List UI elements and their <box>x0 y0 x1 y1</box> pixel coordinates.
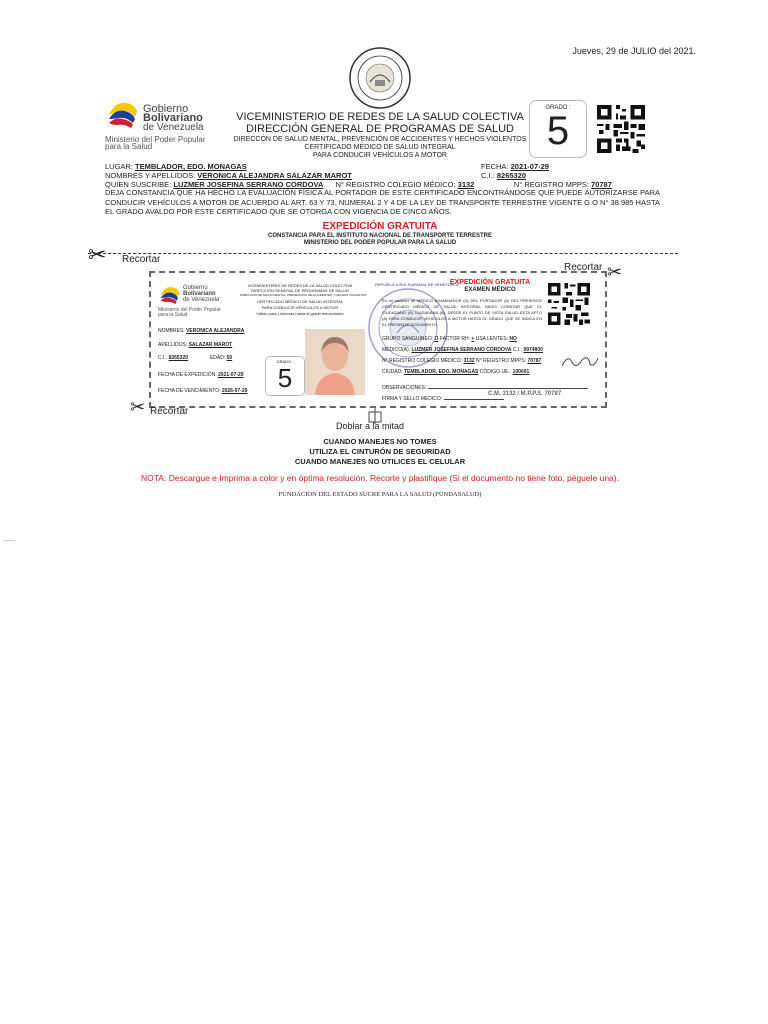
card-grade-box <box>265 356 305 396</box>
fecha-value: 2021-07-29 <box>510 162 549 171</box>
card-header-2: DIRECCIÓN GENERAL DE PROGRAMAS DE SALUD <box>251 288 349 293</box>
ci-value: 8265320 <box>496 171 527 180</box>
signature-stamp-text: C.M. 3132 / M.P.P.S. 70787 <box>488 391 562 397</box>
header-vehiculos: PARA CONDUCIR VEHÍCULOS A MOTOR <box>313 152 447 159</box>
card-header-4: CERTIFICADO MÉDICO DE SALUD INTEGRAL <box>256 299 344 304</box>
margin-mark <box>3 540 15 541</box>
scissors-icon: ✂ <box>130 397 146 417</box>
safety-message-3: CUANDO MANEJES NO UTILICES EL CELULAR <box>294 457 466 466</box>
card-observaciones <box>382 380 588 391</box>
header-viceministerio: VICEMINISTERIO DE REDES DE LA SALUD COLECTIVA <box>236 111 524 123</box>
codigo-label: CÓDIGO UE.: <box>479 369 512 375</box>
logo-text-venezuela: de Venezuela <box>143 122 204 133</box>
field-fecha <box>481 162 641 171</box>
mpps-value: 70787 <box>591 180 612 189</box>
nombres-label: NOMBRES Y APELLIDOS: <box>105 171 196 180</box>
card-medico <box>382 347 543 353</box>
scissors-icon: ✂ <box>607 262 623 282</box>
logo-text-gobierno: Gobierno <box>143 103 189 115</box>
stamp-text: REPUBLICA BOLIVARIANA DE VENEZUELA <box>375 282 459 287</box>
card-ci-edad <box>158 355 245 361</box>
card-expedicion-gratuita: EXPEDICIÓN GRATUITA <box>449 279 531 286</box>
constancia-line-1: CONSTANCIA PARA EL INSTITUTO NACIONAL DE TRANSPORTE TERRESTRE <box>267 233 492 239</box>
lentes-value: NO <box>509 336 517 342</box>
card-logo-salud: para la Salud <box>158 312 188 318</box>
fundasalud-footer: FUNDACION DEL ESTADO SUCRE PARA LA SALUD (FUNDASALUD) <box>278 491 482 498</box>
suscribe-label: QUIEN SUSCRIBE: <box>105 180 172 189</box>
constancia-line-2: MINISTERIO DEL PODER POPULAR PARA LA SALUD <box>303 240 457 246</box>
card-examen-medico: EXAMEN MÉDICO <box>464 287 516 293</box>
field-lugar <box>105 162 465 171</box>
venezuela-flag-icon <box>158 283 182 305</box>
qr-code-icon <box>595 103 647 155</box>
card-blood-group <box>382 336 517 342</box>
card-header-1: VICEMINISTERIO DE REDES DE LA SALUD COLECTIVA <box>247 283 353 288</box>
grupo-value: O <box>434 336 439 342</box>
lentes-label: USA LENTES: <box>475 336 508 342</box>
ci-label: C.I.: <box>481 171 495 180</box>
card-mpps-label: N° REGISTRO MPPS: <box>475 358 527 364</box>
safety-message-1: CUANDO MANEJES NO TOMES <box>323 437 437 446</box>
card-exp-label: FECHA DE EXPEDICIÓN: <box>158 372 217 378</box>
card-ciudad <box>382 369 529 375</box>
card-venc-value: 2026-07-29 <box>221 388 248 394</box>
card-edad-label: EDAD: <box>209 355 226 361</box>
obs-line <box>428 380 588 389</box>
medico-ci-value: 9974800 <box>523 347 543 353</box>
card-apellidos-value: SALAZAR MAROT <box>188 342 233 348</box>
card-registros <box>382 358 541 364</box>
recortar-label-top-left: Recortar <box>122 254 161 265</box>
header-certificado: CERTIFICADO MÉDICO DE SALUD INTEGRAL <box>304 144 456 151</box>
medico-ci-label: C.I.: <box>512 347 523 353</box>
card-header-3: DIRECCIÓN DE SALUD MENTAL, PREVENCIÓN DE ACCIDENTES Y HECHOS VIOLENTOS <box>240 293 367 297</box>
factor-value: + <box>471 336 475 342</box>
obs-label: OBSERVACIONES: <box>382 385 427 391</box>
card-header-5: PARA CONDUCIR VEHÍCULOS A MOTOR <box>261 305 339 310</box>
scissors-icon: ✂ <box>88 242 107 267</box>
venezuela-flag-icon <box>105 97 141 129</box>
grade-label: GRADO : <box>545 105 571 111</box>
card-logo-bolivariano: Bolivariano <box>183 291 216 297</box>
suscribe-value: LUZMER JOSEFINA SERRANO CORDOVA <box>173 180 324 189</box>
grade-value: 5 <box>546 109 570 153</box>
card-grade-value: 5 <box>277 363 293 393</box>
field-ci <box>481 171 637 180</box>
card-header-6: Válido para Licencias hasta el grado mencionado <box>256 311 344 316</box>
recortar-label-bottom-left: Recortar <box>150 406 189 417</box>
card-logo-venezuela: de Venezuela <box>183 297 220 303</box>
card-logo-ministerio: Ministerio del Poder Popular <box>158 307 221 313</box>
card-mpps-value: 70787 <box>527 358 542 364</box>
card-apellidos <box>158 342 294 348</box>
safety-message-2: UTILIZA EL CINTURÓN DE SEGURIDAD <box>309 447 451 456</box>
expedicion-gratuita-title: EXPEDICIÓN GRATUITA <box>322 221 438 232</box>
recortar-label-top-right: Recortar <box>564 262 603 273</box>
qr-code-icon <box>546 281 592 327</box>
card-firma <box>382 391 504 402</box>
factor-label: FACTOR RH: <box>439 336 470 342</box>
medico-value: LUZMER JOSEFINA SERRANO CORDOVA <box>411 347 512 353</box>
card-edad-value: 50 <box>226 355 233 361</box>
logo-text-bolivariano: Bolivariano <box>143 112 203 124</box>
firma-label: FIRMA Y SELLO MÉDICO: <box>382 396 443 402</box>
card-vencimiento-date <box>158 388 257 394</box>
logo-text-salud: para la Salud <box>105 142 153 151</box>
government-logo <box>105 97 220 153</box>
colegio-label: N° REGISTRO COLEGIO MÉDICO: <box>335 180 456 189</box>
lugar-value: TEMBLADOR, EDO. MONAGAS <box>135 162 247 171</box>
doblar-label: Doblar a la mitad <box>336 421 405 431</box>
nombres-value: VERONICA ALEJANDRA SALAZAR MAROT <box>197 171 352 180</box>
lugar-label: LUGAR: <box>105 162 133 171</box>
cut-line <box>88 253 678 254</box>
card-colegio-value: 3132 <box>463 358 475 364</box>
fecha-label: FECHA: <box>481 162 509 171</box>
certificate-body-text: DEJA CONSTANCIA QUE HA HECHO LA EVALUACIÓN FÍSICA AL PORTADOR DE ESTE CERTIFICADO ENCONTRÁNDOSE QUE PUEDE AUTORIZARSE PARA CONDUCIR VEHÍCULOS A MOTOR DE ACUERDO AL ART. 63 Y 73, NUMERAL 2 Y 4 DE LA LEY DE TRANSPORTE TERRESTRE VIGENTE G.O N° 38.985 HASTA EL GRADO AVALDO POR ESTE CERTIFICADO QUE SE OTORGA CON VIGENCIA DE CINCO AÑOS. <box>105 188 660 216</box>
print-note: NOTA: Descargue e Imprima a color y en óptima resolución. Recorte y plastifique (Si el documento no tiene foto, péguele una). <box>141 473 619 483</box>
card-logo-gobierno: Gobierno <box>183 285 208 291</box>
document-date: Jueves, 29 de JULIO del 2021. <box>572 46 696 56</box>
card-exp-value: 2021-07-29 <box>218 372 244 378</box>
codigo-value: 100001 <box>512 369 530 375</box>
card-ci-label: C.I.: <box>158 355 168 361</box>
card-venc-label: FECHA DE VENCIMIENTO: <box>158 388 221 394</box>
mpps-label: N° REGISTRO MPPS: <box>513 180 589 189</box>
header-direccion-salud-mental: DIRECCÓN DE SALUD MENTAL, PREVENCIÓN DE ACCIDENTES Y HECHOS VIOLENTOS <box>233 136 527 143</box>
grade-box <box>529 100 587 158</box>
ciudad-label: CIUDAD: <box>382 369 403 375</box>
ciudad-value: TEMBLADOR, EDO. MONAGAS <box>403 369 479 375</box>
card-nombres-value: VERONICA ALEJANDRA <box>186 328 245 334</box>
signature-icon <box>560 350 600 372</box>
logo-text-ministerio: Ministerio del Poder Popular <box>105 135 206 144</box>
field-nombres <box>105 171 467 180</box>
card-colegio-label: N° REGISTRO COLEGIO MÉDICO: <box>382 358 463 364</box>
grupo-label: GRUPO SANGUÍNEO: <box>382 336 434 342</box>
holder-photo <box>305 329 365 395</box>
card-expedicion-date <box>158 372 253 378</box>
card-ci-value: 8265320 <box>168 355 189 361</box>
card-certification-text: En mi carácter de MÉDICO EXAMINADOR (A) DEL PORTADOR (A) DEL PRESENTE CERTIFICADO MÉDICO DE SALUD INTEGRAL HAGO CONSTAR QUE EL CIUDADANO (A) CIUDADANA (A), DESDE EL PUNTO DE VISTA SALUD ESTA APTO (A) PARA CONDUCIR VEHÍCULOS A MOTOR HASTA EL GRADO QUE SE INDICA EN EL PRESENTE DOCUMENTO. <box>382 298 542 327</box>
card-nombres <box>158 328 296 334</box>
card-grade-label: GRADO : <box>276 359 294 364</box>
medico-label: MÉDICO(A): <box>382 347 411 353</box>
header-direccion-general: DIRECCIÓN GENERAL DE PROGRAMAS DE SALUD <box>246 123 514 135</box>
card-nombres-label: NOMBRES: <box>158 328 185 334</box>
program-seal-icon <box>348 46 412 110</box>
colegio-value: 3132 <box>457 180 475 189</box>
card-apellidos-label: APELLIDOS: <box>158 342 188 348</box>
